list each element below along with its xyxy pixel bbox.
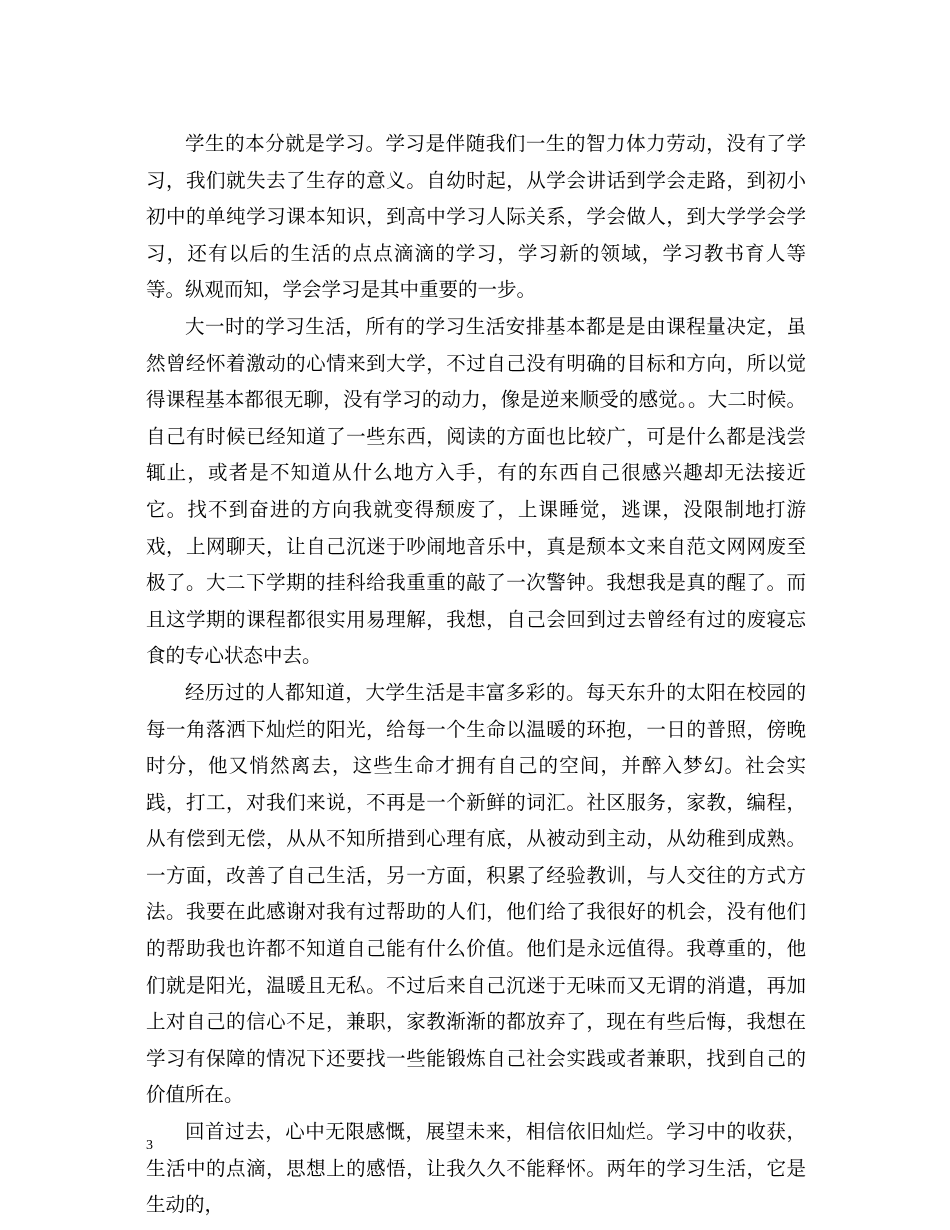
page-number: 3 xyxy=(146,1138,153,1153)
paragraph-1: 学生的本分就是学习。学习是伴随我们一生的智力体力劳动，没有了学习，我们就失去了生存的意义。自幼时起，从学会讲话到学会走路，到初小初中的单纯学习课本知识，到高中学习人际关系，学会做人，到大学学会学习，还有以后的生活的点点滴滴的学习，学习新的领域，学习教书育人等等。纵观而知，学会学习是其中重要的一步。 xyxy=(146,132,806,302)
paragraph-4: 回首过去，心中无限感慨，展望未来，相信依旧灿烂。学习中的收获，生活中的点滴，思想上的感悟，让我久久不能释怀。两年的学习生活，它是生动的， xyxy=(146,1120,806,1217)
paragraph-2: 大一时的学习生活，所有的学习生活安排基本都是是由课程量决定，虽然曾经怀着激动的心情来到大学，不过自己没有明确的目标和方向，所以觉得课程基本都很无聊，没有学习的动力，像是逆来顺受的感觉。。大二时候。自己有时候已经知道了一些东西，阅读的方面也比较广，可是什么都是浅尝辄止，或者是不知道从什么地方入手，有的东西自己很感兴趣却无法接近它。找不到奋进的方向我就变得颓废了，上课睡觉，逃课，没限制地打游戏，上网聊天，让自己沉迷于吵闹地音乐中，真是颓本文来自范文网网废至极了。大二下学期的挂科给我重重的敲了一次警钟。我想我是真的醒了。而且这学期的课程都很实用易理解，我想，自己会回到过去曾经有过的废寝忘食的专心状态中去。 xyxy=(146,314,806,668)
document-body xyxy=(146,126,806,1224)
paragraph-3: 经历过的人都知道，大学生活是丰富多彩的。每天东升的太阳在校园的每一角落洒下灿烂的阳光，给每一个生命以温暖的环抱，一日的普照，傍晚时分，他又悄然离去，这些生命才拥有自己的空间，并醉入梦幻。社会实践，打工，对我们来说，不再是一个新鲜的词汇。社区服务，家教，编程，从有偿到无偿，从从不知所措到心理有底，从被动到主动，从幼稚到成熟。一方面，改善了自己生活，另一方面，积累了经验教训，与人交往的方式方法。我要在此感谢对我有过帮助的人们，他们给了我很好的机会，没有他们的帮助我也许都不知道自己能有什么价值。他们是永远值得。我尊重的，他们就是阳光，温暖且无私。不过后来自己沉迷于无味而又无谓的消遣，再加上对自己的信心不足，兼职，家教渐渐的都放弃了，现在有些后悔，我想在学习有保障的情况下还要找一些能锻炼自己社会实践或者兼职，找到自己的价值所在。 xyxy=(146,680,806,1107)
